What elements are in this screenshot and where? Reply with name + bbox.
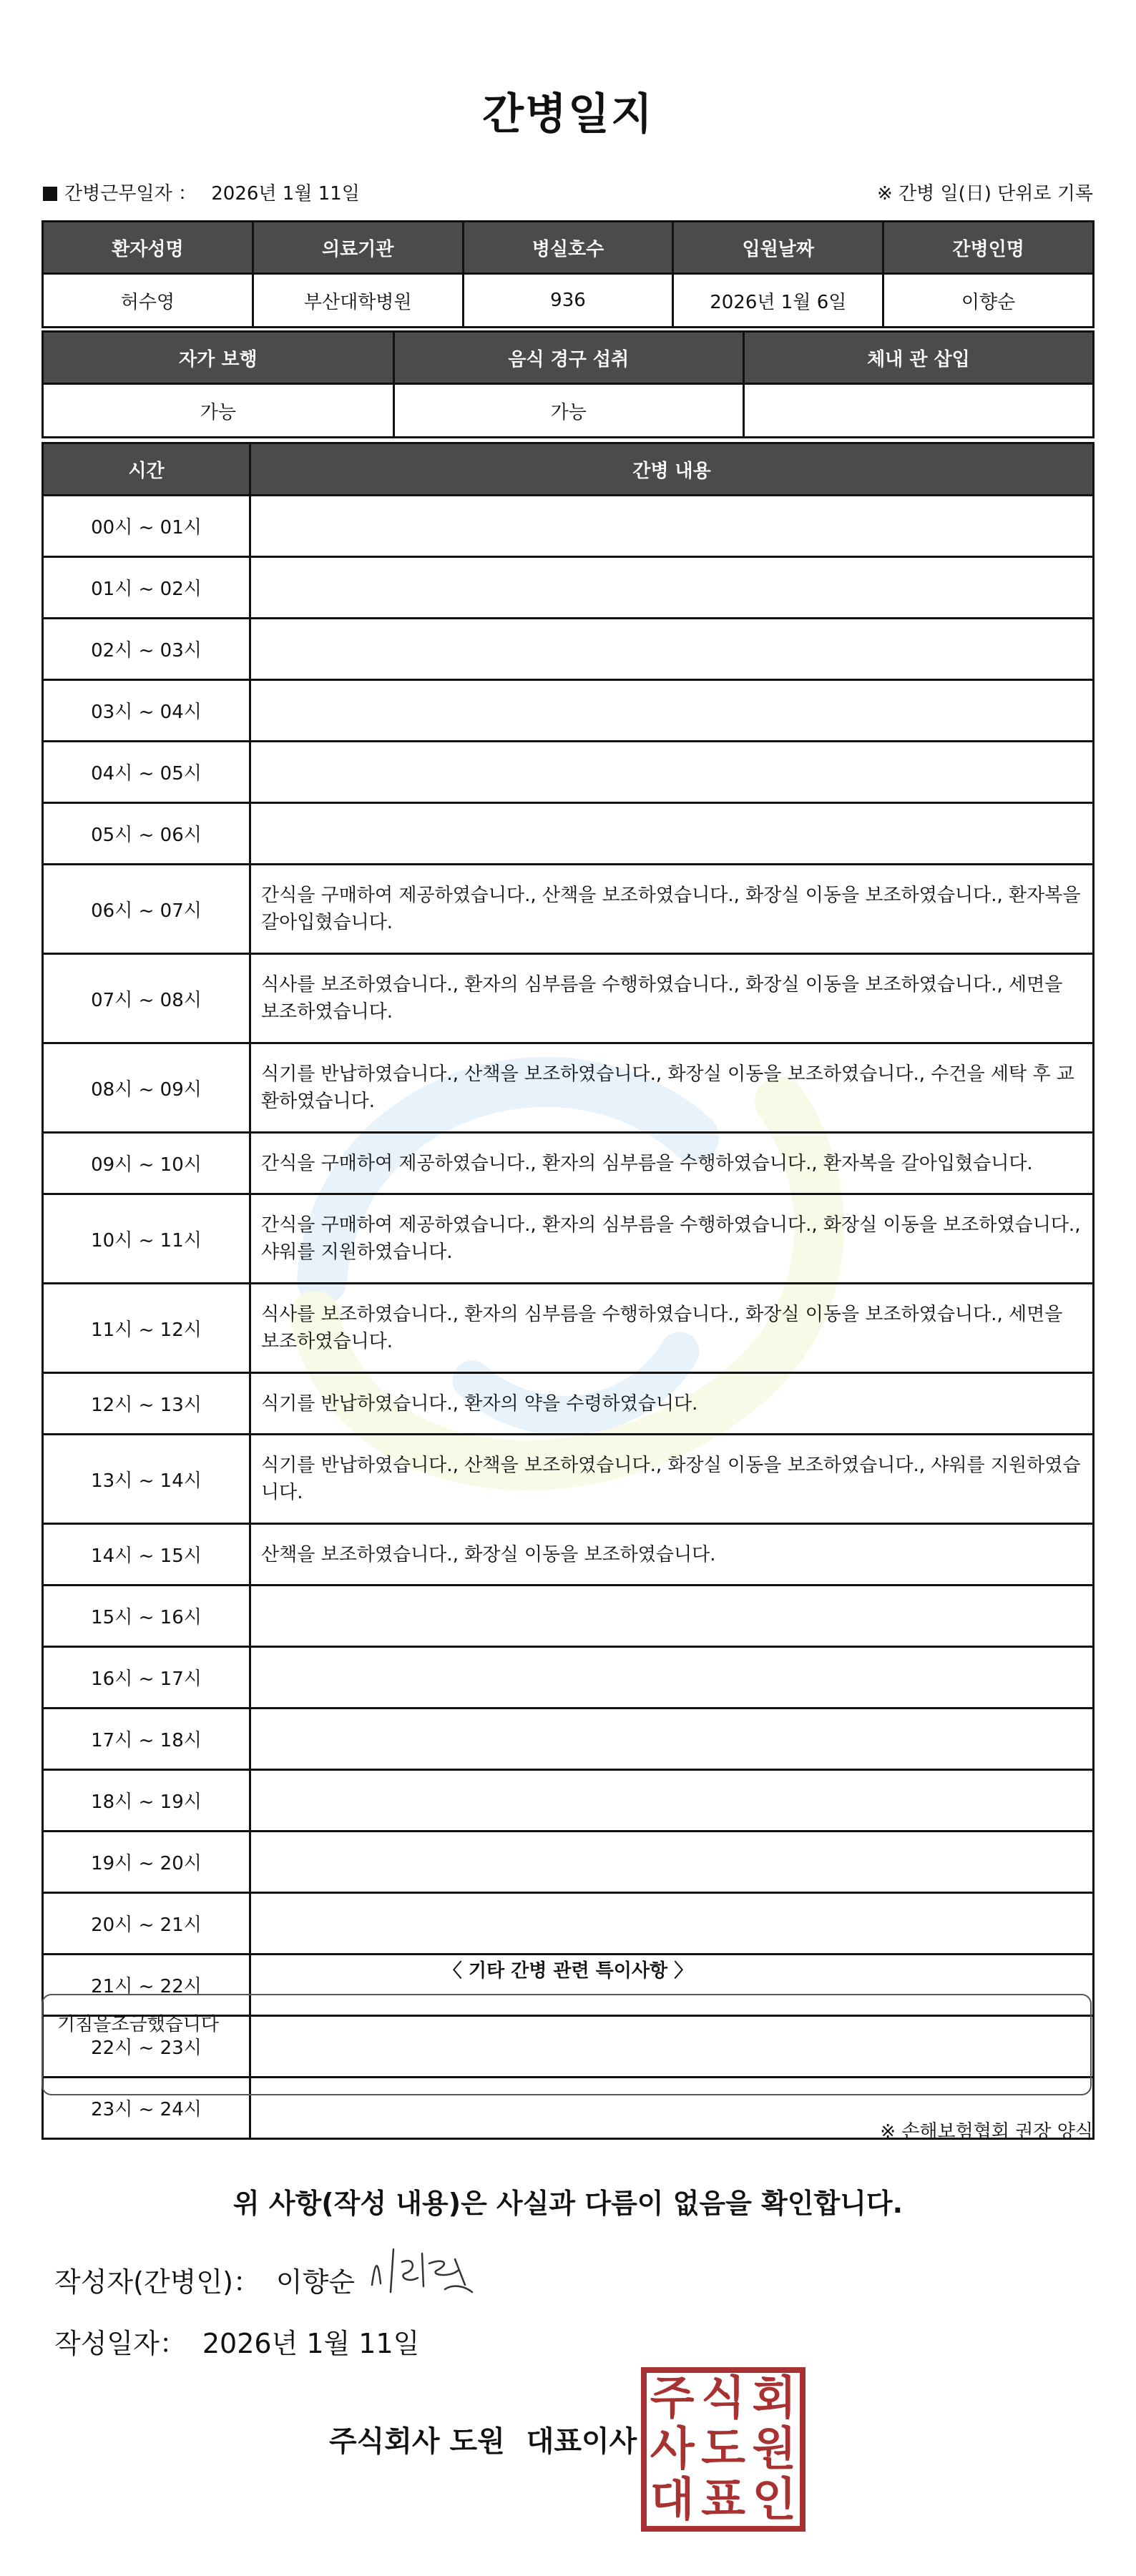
table-row <box>43 1133 1094 1194</box>
row-content <box>250 1893 1094 1955</box>
row-time: 20시 ~ 21시 <box>43 1893 250 1955</box>
oral-intake-status: 가능 <box>393 384 743 438</box>
seal-char: 도 <box>701 2422 745 2476</box>
seal-char: 사 <box>650 2422 695 2476</box>
row-time: 09시 ~ 10시 <box>43 1133 250 1194</box>
row-content <box>250 1586 1094 1647</box>
company-line <box>329 2419 637 2459</box>
row-content <box>250 1832 1094 1893</box>
table-row <box>43 1832 1094 1893</box>
row-time: 00시 ~ 01시 <box>43 496 250 557</box>
row-content: 식기를 반납하였습니다., 환자의 약을 수령하였습니다. <box>250 1373 1094 1435</box>
representative-title: 대표이사 <box>526 2425 637 2458</box>
work-date <box>43 179 360 205</box>
row-time: 08시 ~ 09시 <box>43 1043 250 1133</box>
row-content: 식사를 보조하였습니다., 환자의 심부름을 수행하였습니다., 화장실 이동을 보조하였습니다., 세면을 보조하였습니다. <box>250 1284 1094 1373</box>
admit-date: 2026년 1월 6일 <box>673 274 883 328</box>
page-title: 간병일지 <box>482 89 654 139</box>
square-bullet-icon <box>43 187 57 201</box>
header-room: 병실호수 <box>463 222 673 274</box>
written-date-label: 작성일자： <box>54 2328 187 2359</box>
unit-note: ※ 간병 일(日) 단위로 기록 <box>876 183 1093 205</box>
row-content <box>250 680 1094 742</box>
row-time: 04시 ~ 05시 <box>43 742 250 803</box>
row-content: 간식을 구매하여 제공하였습니다., 산책을 보조하였습니다., 화장실 이동을 보조하였습니다., 환자복을 갈아입혔습니다. <box>250 865 1094 954</box>
header-walking: 자가 보행 <box>43 332 394 384</box>
patient-info-table <box>41 220 1095 328</box>
row-time: 21시 ~ 22시 <box>43 1955 250 2016</box>
meta-row <box>43 179 1093 210</box>
confirm-statement: 위 사항(작성 내용)은 사실과 다름이 없음을 확인합니다. <box>232 2188 904 2219</box>
row-time: 07시 ~ 08시 <box>43 954 250 1043</box>
row-time: 14시 ~ 15시 <box>43 1524 250 1586</box>
row-time: 02시 ~ 03시 <box>43 619 250 680</box>
table-row <box>43 557 1094 619</box>
written-date-line <box>54 2321 419 2361</box>
writer-line <box>54 2260 355 2299</box>
row-content: 산책을 보조하였습니다., 화장실 이동을 보조하였습니다. <box>250 1524 1094 1586</box>
tube-status <box>743 384 1093 438</box>
table-row <box>43 496 1094 557</box>
table-row <box>43 1586 1094 1647</box>
table-row <box>43 1647 1094 1709</box>
row-content <box>250 1647 1094 1709</box>
table-row <box>43 1524 1094 1586</box>
signature <box>365 2242 479 2299</box>
row-content <box>250 557 1094 619</box>
company-seal-stamp <box>641 2367 806 2532</box>
row-time: 03시 ~ 04시 <box>43 680 250 742</box>
table-row <box>43 680 1094 742</box>
header-tube: 체내 관 삽입 <box>743 332 1093 384</box>
table-row <box>43 742 1094 803</box>
row-content <box>250 619 1094 680</box>
header-oral-intake: 음식 경구 섭취 <box>393 332 743 384</box>
row-time: 17시 ~ 18시 <box>43 1709 250 1770</box>
row-time: 15시 ~ 16시 <box>43 1586 250 1647</box>
header-time: 시간 <box>43 443 250 496</box>
header-hospital: 의료기관 <box>253 222 463 274</box>
row-time: 16시 ~ 17시 <box>43 1647 250 1709</box>
table-row <box>43 1893 1094 1955</box>
row-time: 10시 ~ 11시 <box>43 1194 250 1284</box>
table-row <box>43 865 1094 954</box>
table-row <box>43 619 1094 680</box>
seal-char: 회 <box>752 2371 797 2425</box>
table-row <box>43 1043 1094 1133</box>
row-content <box>250 1770 1094 1832</box>
row-time: 12시 ~ 13시 <box>43 1373 250 1435</box>
table-row <box>43 1284 1094 1373</box>
row-time: 19시 ~ 20시 <box>43 1832 250 1893</box>
notes-box <box>41 1994 1092 2095</box>
row-content <box>250 803 1094 865</box>
care-log-table <box>41 442 1095 2140</box>
row-time: 05시 ~ 06시 <box>43 803 250 865</box>
row-time: 18시 ~ 19시 <box>43 1770 250 1832</box>
patient-status-table <box>41 330 1095 438</box>
company-name: 주식회사 도원 <box>329 2425 505 2458</box>
seal-char: 주 <box>650 2371 695 2425</box>
table-row <box>43 954 1094 1043</box>
row-content: 식사를 보조하였습니다., 환자의 심부름을 수행하였습니다., 화장실 이동을 보조하였습니다., 세면을 보조하였습니다. <box>250 954 1094 1043</box>
seal-char: 원 <box>752 2422 797 2476</box>
walking-status: 가능 <box>43 384 394 438</box>
header-caregiver: 간병인명 <box>883 222 1094 274</box>
row-content: 간식을 구매하여 제공하였습니다., 환자의 심부름을 수행하였습니다., 환자복을 갈아입혔습니다. <box>250 1133 1094 1194</box>
form-source-note: ※ 손해보험협회 권장 양식 <box>880 2121 1093 2143</box>
seal-char: 식 <box>701 2371 745 2425</box>
writer-name: 이향순 <box>275 2266 356 2298</box>
row-time: 22시 ~ 23시 <box>43 2016 250 2078</box>
row-content: 식기를 반납하였습니다., 산책을 보조하였습니다., 화장실 이동을 보조하였습니다., 수건을 세탁 후 교환하였습니다. <box>250 1043 1094 1133</box>
table-row <box>43 1770 1094 1832</box>
header-admit-date: 입원날짜 <box>673 222 883 274</box>
row-content <box>250 1709 1094 1770</box>
row-content <box>250 496 1094 557</box>
row-time: 01시 ~ 02시 <box>43 557 250 619</box>
patient-name: 허수영 <box>43 274 253 328</box>
hospital: 부산대학병원 <box>253 274 463 328</box>
work-date-value: 2026년 1월 11일 <box>211 183 360 205</box>
table-row <box>43 803 1094 865</box>
row-time: 11시 ~ 12시 <box>43 1284 250 1373</box>
notes-title: 〈 기타 간병 관련 특이사항 〉 <box>443 1960 693 1982</box>
row-content: 식기를 반납하였습니다., 산책을 보조하였습니다., 화장실 이동을 보조하였습니다., 샤워를 지원하였습니다. <box>250 1435 1094 1524</box>
table-row <box>43 1373 1094 1435</box>
seal-char: 인 <box>752 2474 797 2527</box>
notes-text: 기침을조금했습니다 <box>57 2014 220 2035</box>
seal-char: 표 <box>701 2474 745 2527</box>
work-date-label: 간병근무일자 ： <box>64 183 197 205</box>
row-time: 06시 ~ 07시 <box>43 865 250 954</box>
writer-label: 작성자(간병인)： <box>54 2266 260 2298</box>
table-row <box>43 1435 1094 1524</box>
row-content: 간식을 구매하여 제공하였습니다., 환자의 심부름을 수행하였습니다., 화장실 이동을 보조하였습니다., 샤워를 지원하였습니다. <box>250 1194 1094 1284</box>
written-date-value: 2026년 1월 11일 <box>202 2328 420 2359</box>
table-row <box>43 1709 1094 1770</box>
row-time: 13시 ~ 14시 <box>43 1435 250 1524</box>
seal-characters <box>647 2373 800 2526</box>
header-patient-name: 환자성명 <box>43 222 253 274</box>
table-row <box>43 1194 1094 1284</box>
room-number: 936 <box>463 274 673 328</box>
row-content <box>250 742 1094 803</box>
header-care-content: 간병 내용 <box>250 443 1094 496</box>
row-time: 23시 ~ 24시 <box>43 2078 250 2139</box>
caregiver-name: 이향순 <box>883 274 1094 328</box>
seal-char: 대 <box>650 2474 695 2527</box>
